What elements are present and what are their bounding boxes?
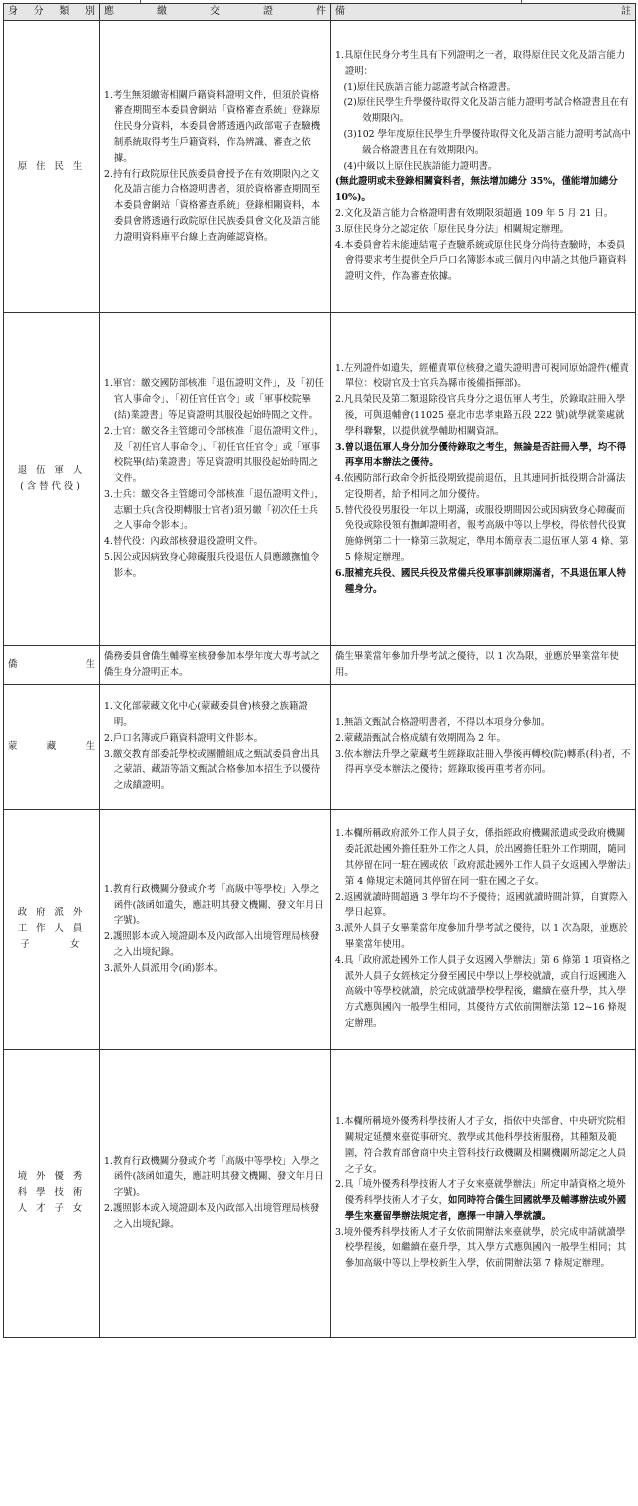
note-item bbox=[335, 921, 631, 953]
header-char: 交 bbox=[210, 6, 220, 17]
note-item bbox=[335, 890, 631, 922]
note-item bbox=[335, 440, 631, 472]
category-line: 原 住 民 生 bbox=[17, 160, 86, 172]
header-notes bbox=[331, 4, 636, 21]
note-item bbox=[335, 731, 631, 747]
document-item: 3.士兵：繳交各主管總司令部核准「退伍證明文件」，志願士兵(含役期轉服士官者)須另繳「初次任士兵之人事命令影本」。 bbox=[104, 488, 324, 532]
note-text: 1.具原住民身分考生具有下列證明之一者，取得原住民文化及語言能力證明： bbox=[335, 50, 626, 77]
note-item bbox=[335, 1225, 631, 1272]
header-char: 身 bbox=[8, 6, 18, 17]
note-item bbox=[335, 566, 631, 598]
documents-cell bbox=[100, 646, 331, 685]
table-row bbox=[4, 21, 636, 313]
header-category bbox=[4, 4, 100, 21]
note-text: 3.派外人員子女畢業當年度參加升學考試之優待，以 1 次為限，並應於畢業當年使用。 bbox=[335, 923, 628, 950]
note-text: 2.具「境外優秀科學技術人才子女來臺就學辦法」所定申請資格之境外優秀科學技術人才子女， bbox=[335, 1179, 626, 1207]
category-line: 政 府 派 外 bbox=[17, 907, 86, 919]
category-line: 科 學 技 術 bbox=[17, 1187, 86, 1199]
notes-cell bbox=[331, 313, 636, 646]
note-item bbox=[335, 715, 631, 731]
note-text: 僑生畢業當年參加升學考試之優待，以 1 次為限，並應於畢業當年使用。 bbox=[335, 651, 619, 678]
note-text: 1.左列證件如遺失，經權責單位核發之遺失證明書可視同原始證件(權責單位：校尉官及士官兵為縣市後備指揮部)。 bbox=[335, 362, 629, 390]
notes-cell bbox=[331, 1049, 636, 1337]
document-item: 2.士官：繳交各主管總司令部核准「退伍證明文件」，及「初任官人事命令」、「初任官任官令」或「軍事校院畢(結)業證書」等足資證明其服役起始時間之文件。 bbox=[104, 425, 324, 485]
category-cell bbox=[4, 646, 100, 685]
category-line: 子 女 bbox=[20, 938, 83, 950]
category-cell bbox=[4, 809, 100, 1049]
note-item bbox=[335, 159, 631, 175]
note-text: 4.本委員會若未能連結電子查驗系統或原住民身分尚待查驗時，本委員會得要求考生提供全戶戶口名簿影本或三個月內申請之其他戶籍資料證明文件，作為審查依據。 bbox=[335, 239, 627, 283]
header-char: 分 bbox=[33, 6, 44, 17]
table-row bbox=[4, 809, 636, 1049]
note-item bbox=[335, 1114, 631, 1177]
note-text: 3.依本辦法升學之蒙藏考生經錄取註冊入學後再轉校(院)轉系(科)者，不得再享受本辦法之優待；經錄取後再重考者亦同。 bbox=[335, 748, 631, 776]
document-item: 3.繳交教育部委託學校或團體組成之甄試委員會出具之蒙語、藏語等語文甄試合格參加本招生予以優待之成績證明。 bbox=[104, 748, 321, 792]
category-line: 退 伍 軍 人 bbox=[17, 465, 86, 477]
category-line: 境 外 優 秀 bbox=[17, 1171, 86, 1183]
note-text: 1.本欄所稱政府派外工作人員子女，係指經政府機關派遣或受政府機關委託派赴國外擔任駐外工作之人員，於出國擔任駐外工作期間，隨同其停留在同一駐在國或依「政府派赴國外工作人員子女返國入學辦法」第 4 條規定未隨同其停留在同一駐在國之子女。 bbox=[335, 828, 631, 887]
header-char: 應 bbox=[104, 6, 114, 17]
category-char: 僑 bbox=[8, 658, 18, 670]
note-text: 1.本欄所稱境外優秀科學技術人才子女，指依中央部會、中央研究院相關規定延攬來臺從事研究、教學或其他科學技術服務，其種類及範圍，符合教育部會商中央主管科技行政機關及相關機關所認定之人員之子女。 bbox=[335, 1116, 627, 1175]
note-item bbox=[335, 80, 631, 96]
note-text: 2.蒙藏語甄試合格成績有效期間為 2 年。 bbox=[335, 732, 506, 744]
table-header-row bbox=[4, 4, 636, 21]
document-item: 2.戶口名簿或戶籍資料證明文件影本。 bbox=[104, 732, 263, 744]
header-char: 件 bbox=[316, 6, 326, 17]
document-item: 3.派外人員派用令(函)影本。 bbox=[104, 962, 224, 974]
note-item bbox=[335, 826, 631, 889]
category-cell bbox=[4, 21, 100, 313]
document-item: 1.文化部蒙藏文化中心(蒙藏委員會)核發之族籍證明。 bbox=[104, 701, 308, 728]
header-char: 備 bbox=[335, 6, 345, 17]
note-item bbox=[335, 1177, 631, 1224]
document-item: 2.護照影本或入境證副本及內政部入出境管理局核發之入出境紀錄。 bbox=[104, 1202, 320, 1230]
header-char: 證 bbox=[263, 6, 273, 17]
note-item bbox=[335, 238, 631, 285]
documents-cell bbox=[100, 313, 331, 646]
note-item bbox=[335, 222, 631, 238]
documents-cell bbox=[100, 809, 331, 1049]
note-item bbox=[335, 206, 631, 222]
note-item bbox=[335, 953, 631, 1032]
note-item bbox=[335, 48, 631, 80]
note-item bbox=[335, 361, 631, 393]
category-line: 人 才 子 女 bbox=[17, 1202, 86, 1214]
document-item: 1.考生無須繳寄相關戶籍資料證明文件，但須於資格審查期間至本委員會網站「資格審查系統」登錄原住民身分資料，本委員會將透過內政部電子查驗機制系統取得考生戶籍資料，作為辨識、審查之依據。 bbox=[104, 89, 321, 164]
note-text: 5.替代役役男服役一年以上期滿，或服役期間因公或因病致身心障礙而免役或除役領有撫卹證明者，報考高級中等以上學校，得依替代役實施條例第二十一條第三款規定，準用本簡章表二退伍軍人第 4 條、第 5 條規定辦理。 bbox=[335, 504, 629, 564]
note-text: 4.具「政府派赴國外工作人員子女返國入學辦法」第 6 條第 1 項資格之派外人員子女經核定分發至國民中學以上學校就讀，或自行返國進入高級中等學校就讀，於完成就讀學校學程後，繼續在臺升學，其入學方式應與國內一般學生相同，其優待方式依前開辦法第 12~16 條規定辦理。 bbox=[335, 954, 631, 1029]
document-item: 2.持有行政院原住民族委員會授予在有效期限內之文化及語言能力合格證明書者，須於資格審查期間至本委員會網站「資格審查系統」登錄相關資料，本委員會將透過行政院原住民族委員會文化及語言能力證明資料庫平台線上查詢確認資格。 bbox=[104, 168, 321, 243]
note-text: (3)102 學年度原住民學生升學優待取得文化及語言能力證明考試高中級合格證書且在有效期限內。 bbox=[343, 129, 631, 156]
note-item bbox=[335, 174, 631, 206]
note-item bbox=[335, 392, 631, 439]
note-text: 4.依國防部行政命令折抵役期致提前退伍，且其連同折抵役期合計滿法定役期者，給予相同之加分優待。 bbox=[335, 473, 626, 500]
document-text: 僑務委員會僑生輔導室核發參加本學年度大專考試之僑生身分證明正本。 bbox=[104, 651, 320, 678]
document-item: 1.教育行政機關分發或介考「高級中等學校」入學之函件(該函如遺失，應註明其發文機關、發文年月日字號)。 bbox=[104, 883, 324, 927]
documents-cell bbox=[100, 1049, 331, 1337]
note-item bbox=[335, 95, 631, 127]
identity-documents-table bbox=[3, 3, 636, 1338]
document-item: 1.教育行政機關分發或介考「高級中等學校」入學之函件(該函如遺失，應註明其發文機關、發文年月日字號)。 bbox=[104, 1155, 324, 1199]
note-item bbox=[335, 127, 631, 159]
category-char: 蒙 bbox=[8, 740, 18, 752]
note-text: 2.返國就讀時間超過 3 學年均不予優待；返國就讀時間計算，自實際入學日起算。 bbox=[335, 891, 628, 919]
category-cell bbox=[4, 1049, 100, 1337]
document-item: 4.替代役：內政部核發退役證明文件。 bbox=[104, 536, 263, 548]
note-text: (1)原住民族語言能力認證考試合格證書。 bbox=[343, 81, 517, 93]
note-text: 2.凡具榮民及第二類退除役官兵身分之退伍軍人考生，於錄取註冊入學後，可與退輔會(11025 臺北市忠孝東路五段 222 號)就學就業處就學科聯繫，以提供就學輔助相關資訊。 bbox=[335, 394, 626, 437]
table-row bbox=[4, 646, 636, 685]
category-char: 藏 bbox=[46, 740, 57, 752]
note-bold-text: 如同時符合僑生回國就學及輔導辦法或外國學生來臺留學辦法規定者，應擇一申請入學就讀。 bbox=[344, 1195, 627, 1222]
note-text: (4)中級以上原住民族語能力證明書。 bbox=[343, 160, 498, 172]
note-text: 3.境外優秀科學技術人才子女依前開辦法來臺就學，於完成申請就讀學校學程後，如繼續在臺升學，其入學方式應與國內一般學生相同；其參加高級中等以上學校新生入學，依前開辦法第 7 條規定辦理。 bbox=[335, 1226, 627, 1270]
note-item bbox=[335, 649, 631, 681]
documents-cell bbox=[100, 21, 331, 313]
note-text: 6.服補充兵役、國民兵役及常備兵役軍事訓練期滿者，不具退伍軍人特種身分。 bbox=[335, 567, 627, 595]
header-char: 類 bbox=[59, 6, 70, 17]
note-text: 3.曾以退伍軍人身分加分優待錄取之考生，無論是否註冊入學，均不得再享用本辦法之優待。 bbox=[335, 441, 627, 469]
note-text: (無此證明或未登錄相關資料者，無法增加總分 35%，僅能增加總分 10%)。 bbox=[335, 176, 618, 204]
note-item bbox=[335, 747, 631, 779]
note-item bbox=[335, 471, 631, 503]
notes-cell bbox=[331, 21, 636, 313]
documents-cell bbox=[100, 684, 331, 809]
category-char: 生 bbox=[85, 658, 95, 670]
category-line: (含替代役) bbox=[20, 481, 83, 492]
category-cell bbox=[4, 684, 100, 809]
notes-cell bbox=[331, 684, 636, 809]
note-item bbox=[335, 503, 631, 566]
note-text: 3.原住民身分之認定依「原住民身分法」相關規定辦理。 bbox=[335, 223, 569, 235]
notes-cell bbox=[331, 646, 636, 685]
table-row bbox=[4, 684, 636, 809]
document-item: 1.軍官：繳交國防部核准「退伍證明文件」，及「初任官人事命令」、「初任官任官令」或「軍事校院畢(結)業證書」等足資證明其服役起始時間之文件。 bbox=[104, 378, 324, 421]
category-label bbox=[8, 657, 95, 673]
document-item: 2.護照影本或入境證副本及內政部入出境管理局核發之入出境紀錄。 bbox=[104, 931, 320, 958]
category-label bbox=[8, 739, 95, 755]
note-text: 1.無語文甄試合格證明書者，不得以本項身分參加。 bbox=[335, 717, 551, 728]
header-char: 繳 bbox=[157, 6, 167, 17]
note-text: 2.文化及語言能力合格證明書有效期限須超過 109 年 5 月 21 日。 bbox=[335, 207, 614, 219]
header-char: 註 bbox=[621, 6, 631, 17]
note-text: (2)原住民學生升學優待取得文化及語言能力證明考試合格證書且在有效期限內。 bbox=[343, 97, 629, 125]
table-row bbox=[4, 313, 636, 646]
notes-cell bbox=[331, 809, 636, 1049]
category-cell bbox=[4, 313, 100, 646]
table-row bbox=[4, 1049, 636, 1337]
category-line: 工 作 人 員 bbox=[17, 923, 86, 935]
header-char: 別 bbox=[84, 6, 95, 17]
category-char: 生 bbox=[85, 740, 95, 752]
header-documents bbox=[100, 4, 331, 21]
document-item: 5.因公或因病致身心障礙服兵役退伍人員應繳撫恤令影本。 bbox=[104, 552, 320, 579]
